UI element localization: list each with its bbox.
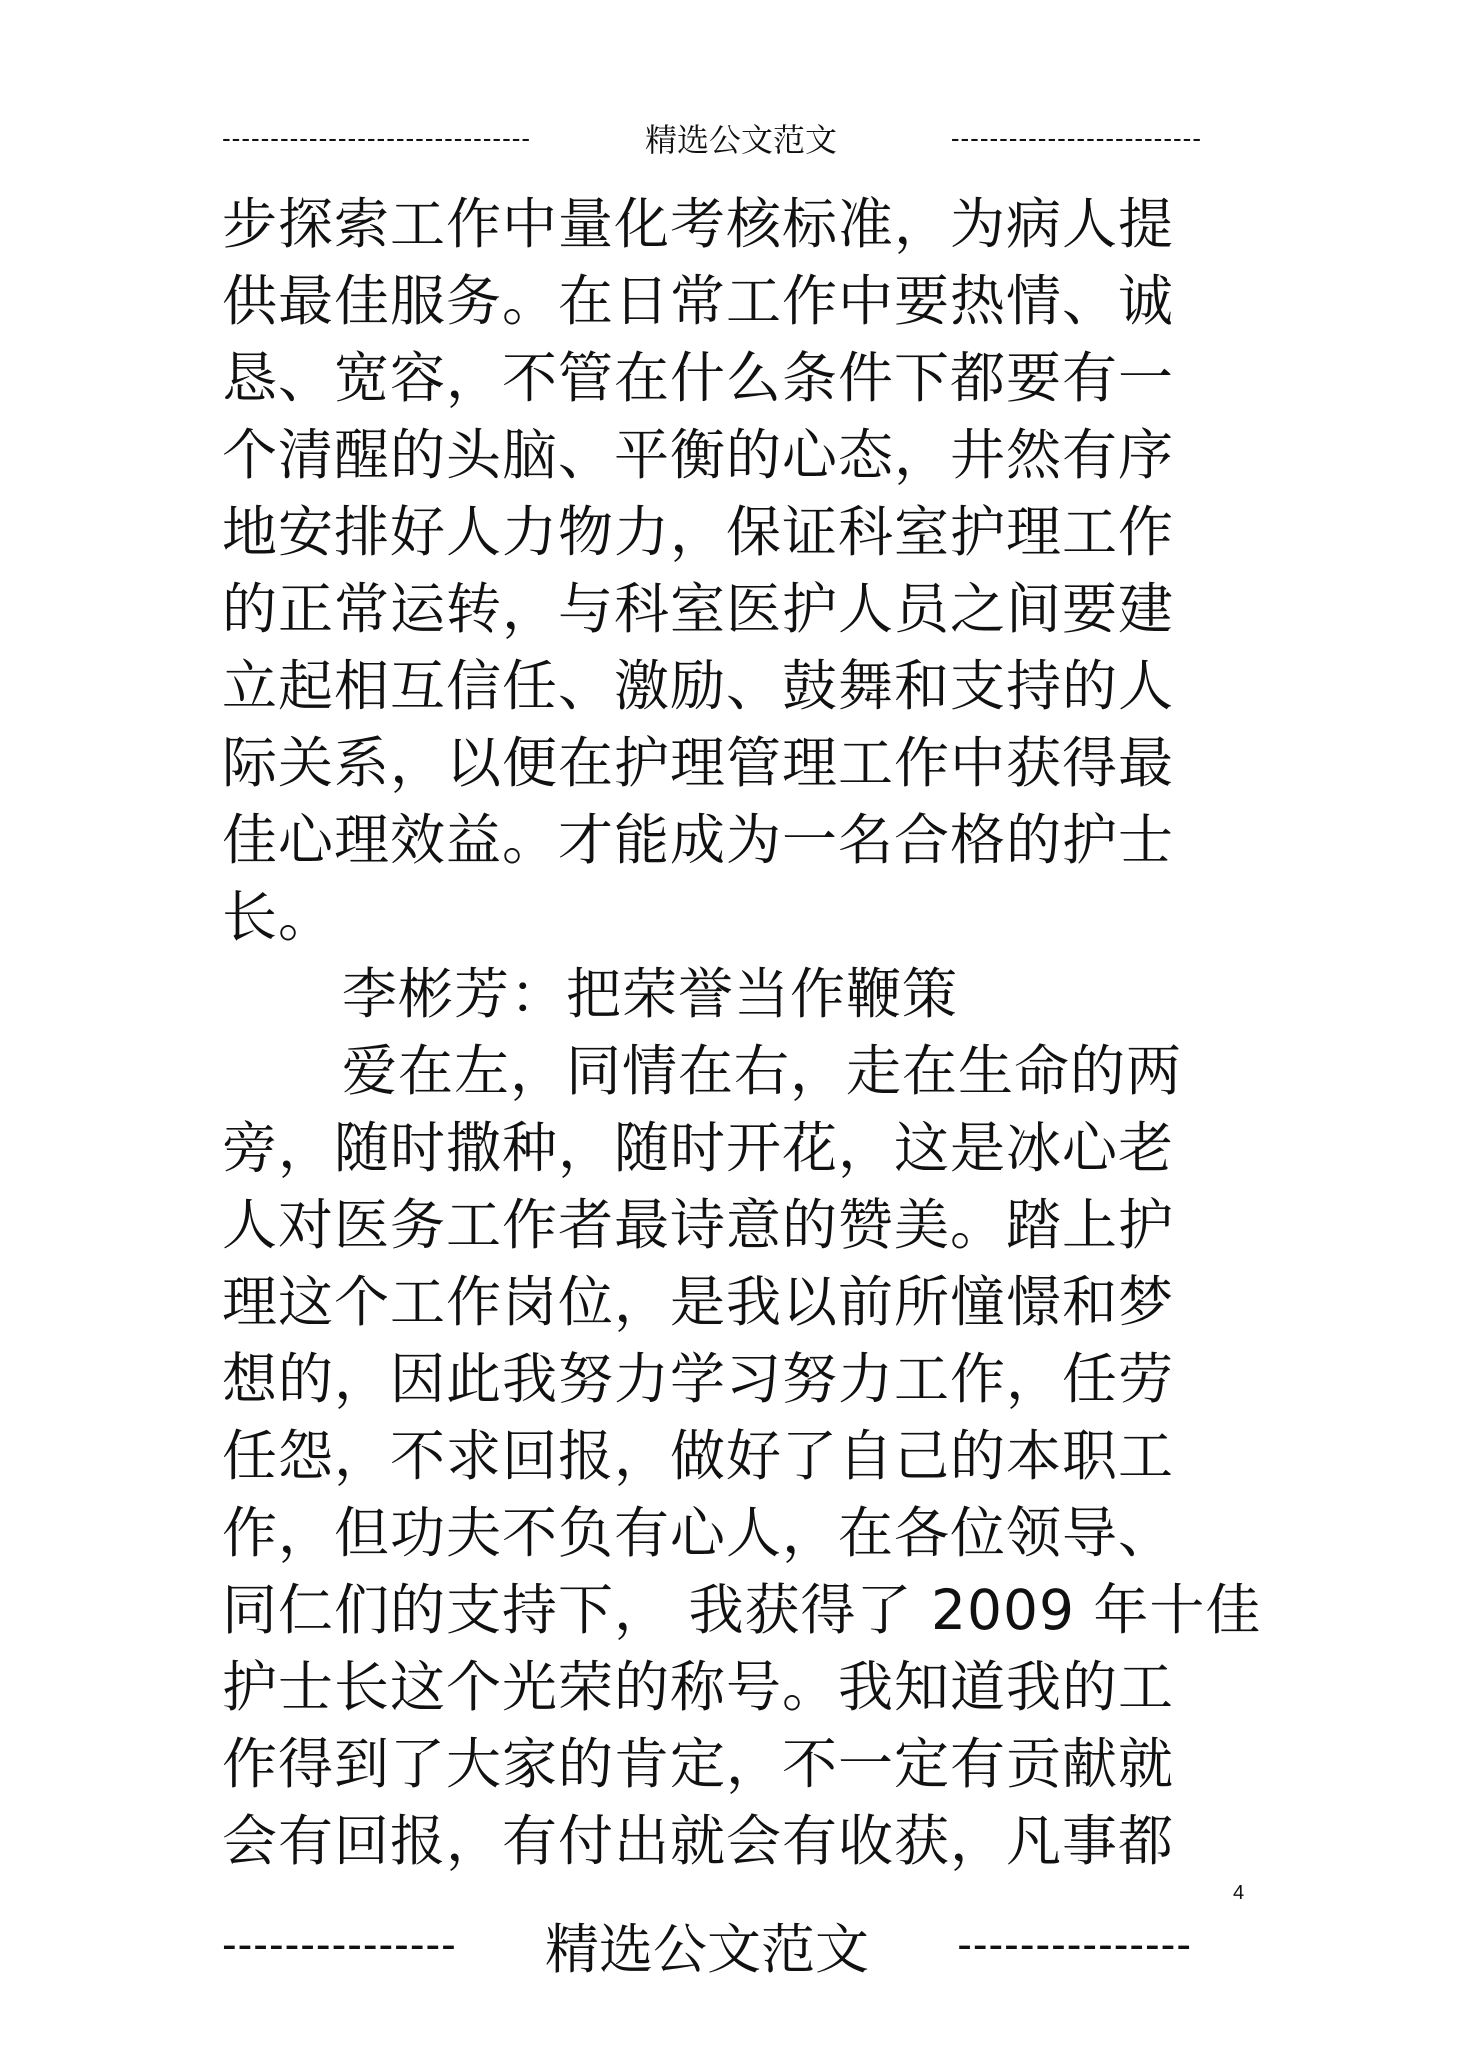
footer-title: 精选公文范文 bbox=[545, 1917, 869, 1981]
footer-right-dashes: --------------- bbox=[957, 1920, 1192, 1969]
text-line: 想的，因此我努力学习努力工作，任劳 bbox=[222, 1347, 1175, 1411]
page-number: 4 bbox=[1233, 1882, 1245, 1904]
text-line: 作，但功夫不负有心人，在各位领导、 bbox=[222, 1501, 1175, 1565]
text-line: 爱在左，同情在右，走在生命的两 bbox=[342, 1039, 1183, 1103]
text-line: 个清醒的头脑、平衡的心态，井然有序 bbox=[222, 423, 1175, 487]
text-line: 长。 bbox=[222, 885, 335, 949]
text-line: 供最佳服务。在日常工作中要热情、诚 bbox=[222, 269, 1175, 333]
header-title: 精选公文范文 bbox=[644, 121, 837, 159]
text-line: 护士长这个光荣的称号。我知道我的工 bbox=[222, 1655, 1175, 1719]
text-line: 任怨，不求回报，做好了自己的本职工 bbox=[222, 1424, 1175, 1488]
text-line: 恳、宽容，不管在什么条件下都要有一 bbox=[222, 346, 1175, 410]
text-line: 步探索工作中量化考核标准，为病人提 bbox=[222, 192, 1175, 256]
text-line: 旁，随时撒种，随时开花，这是冰心老 bbox=[222, 1116, 1175, 1180]
text-line: 人对医务工作者最诗意的赞美。踏上护 bbox=[222, 1193, 1175, 1257]
text-line: 际关系，以便在护理管理工作中获得最 bbox=[222, 731, 1175, 795]
text-line: 会有回报，有付出就会有收获，凡事都 bbox=[222, 1809, 1175, 1873]
header-right-dashes: -------------------------- bbox=[950, 122, 1202, 153]
header-left-dashes: -------------------------------- bbox=[222, 122, 532, 153]
text-line: 李彬芳：把荣誉当作鞭策 bbox=[342, 962, 959, 1026]
page-footer bbox=[222, 1910, 1192, 1980]
text-line: 的正常运转，与科室医护人员之间要建 bbox=[222, 577, 1175, 641]
text-line: 同仁们的支持下， 我获得了 2009 年十佳 bbox=[222, 1578, 1262, 1642]
document-body bbox=[222, 186, 1262, 1880]
text-line: 立起相互信任、激励、鼓舞和支持的人 bbox=[222, 654, 1175, 718]
footer-left-dashes: --------------- bbox=[222, 1920, 457, 1969]
text-line: 地安排好人力物力，保证科室护理工作 bbox=[222, 500, 1175, 564]
page-header bbox=[222, 118, 1202, 158]
text-line: 理这个工作岗位，是我以前所憧憬和梦 bbox=[222, 1270, 1175, 1334]
text-line: 作得到了大家的肯定，不一定有贡献就 bbox=[222, 1732, 1175, 1796]
text-line: 佳心理效益。才能成为一名合格的护士 bbox=[222, 808, 1175, 872]
